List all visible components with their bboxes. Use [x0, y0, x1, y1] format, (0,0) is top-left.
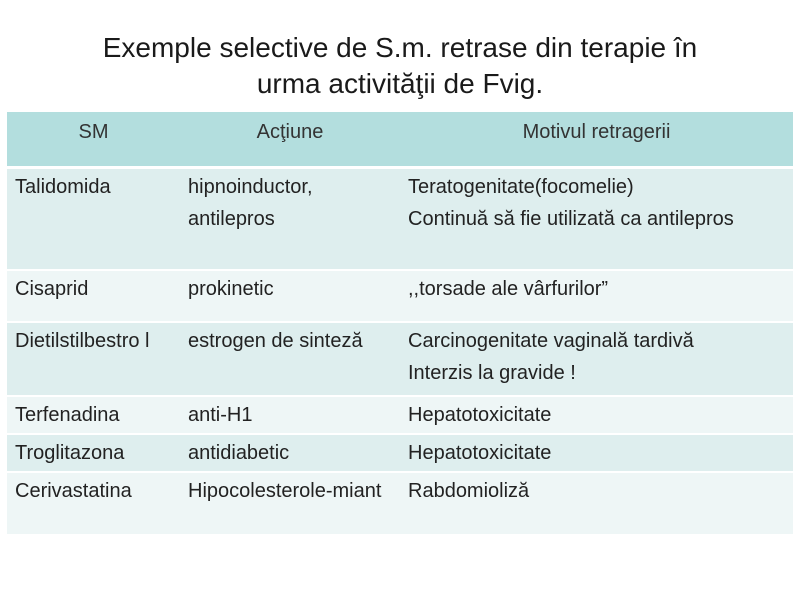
cell-text: antidiabetic [188, 441, 290, 464]
table-row [7, 472, 793, 534]
cell-motiv [400, 434, 793, 472]
cell-text: Hipocolesterole-miant [188, 479, 382, 502]
table-row [7, 322, 793, 396]
cell-motiv [400, 270, 793, 322]
cell-sm [7, 472, 180, 534]
table-row [7, 270, 793, 322]
cell-actiune [180, 168, 400, 270]
table-row [7, 434, 793, 472]
cell-motiv [400, 322, 793, 396]
cell-text: Dietilstilbestro l [15, 329, 150, 352]
cell-text: anti-H1 [188, 403, 253, 426]
cell-text: ,,torsade ale vârfurilor” [408, 277, 609, 300]
cell-sm [7, 270, 180, 322]
column-header-actiune: Acţiune [180, 112, 400, 168]
column-header-sm: SM [7, 112, 180, 168]
cell-actiune [180, 322, 400, 396]
cell-text: Cisaprid [15, 277, 89, 300]
cell-actiune [180, 434, 400, 472]
column-header-motiv: Motivul retragerii [400, 112, 793, 168]
cell-text: Continuă să fie utilizată ca antilepros [408, 208, 734, 230]
table-row [7, 168, 793, 270]
table-row [7, 396, 793, 434]
cell-sm [7, 434, 180, 472]
slide-title-line-2: urma activităţii de Fvig. [256, 68, 544, 99]
cell-motiv [400, 472, 793, 534]
cell-text: Rabdomioliză [408, 479, 530, 502]
cell-text: Hepatotoxicitate [408, 441, 552, 464]
cell-text: Interzis la gravide ! [408, 361, 576, 384]
cell-text: estrogen de sinteză [188, 329, 363, 352]
cell-sm [7, 322, 180, 396]
cell-text: Teratogenitate(focomelie) [408, 176, 634, 198]
cell-sm [7, 396, 180, 434]
cell-text: Hepatotoxicitate [408, 403, 552, 426]
cell-text: Terfenadina [15, 403, 120, 426]
cell-actiune [180, 270, 400, 322]
cell-text: hipnoinductor, [188, 176, 313, 198]
cell-text: Cerivastatina [15, 479, 132, 502]
cell-text: Troglitazona [15, 441, 125, 464]
cell-text: Carcinogenitate vaginală tardivă [408, 329, 694, 352]
cell-actiune [180, 472, 400, 534]
slide-title-line-1: Exemple selective de S.m. retrase din terapie în [102, 32, 698, 63]
cell-motiv [400, 168, 793, 270]
slide-title [20, 30, 780, 102]
cell-motiv [400, 396, 793, 434]
drug-withdrawal-table [7, 112, 793, 534]
cell-actiune [180, 396, 400, 434]
table-header-row [7, 112, 793, 168]
cell-text: prokinetic [188, 277, 274, 300]
cell-text: Talidomida [15, 176, 111, 198]
cell-sm [7, 168, 180, 270]
cell-text: antilepros [188, 208, 275, 230]
